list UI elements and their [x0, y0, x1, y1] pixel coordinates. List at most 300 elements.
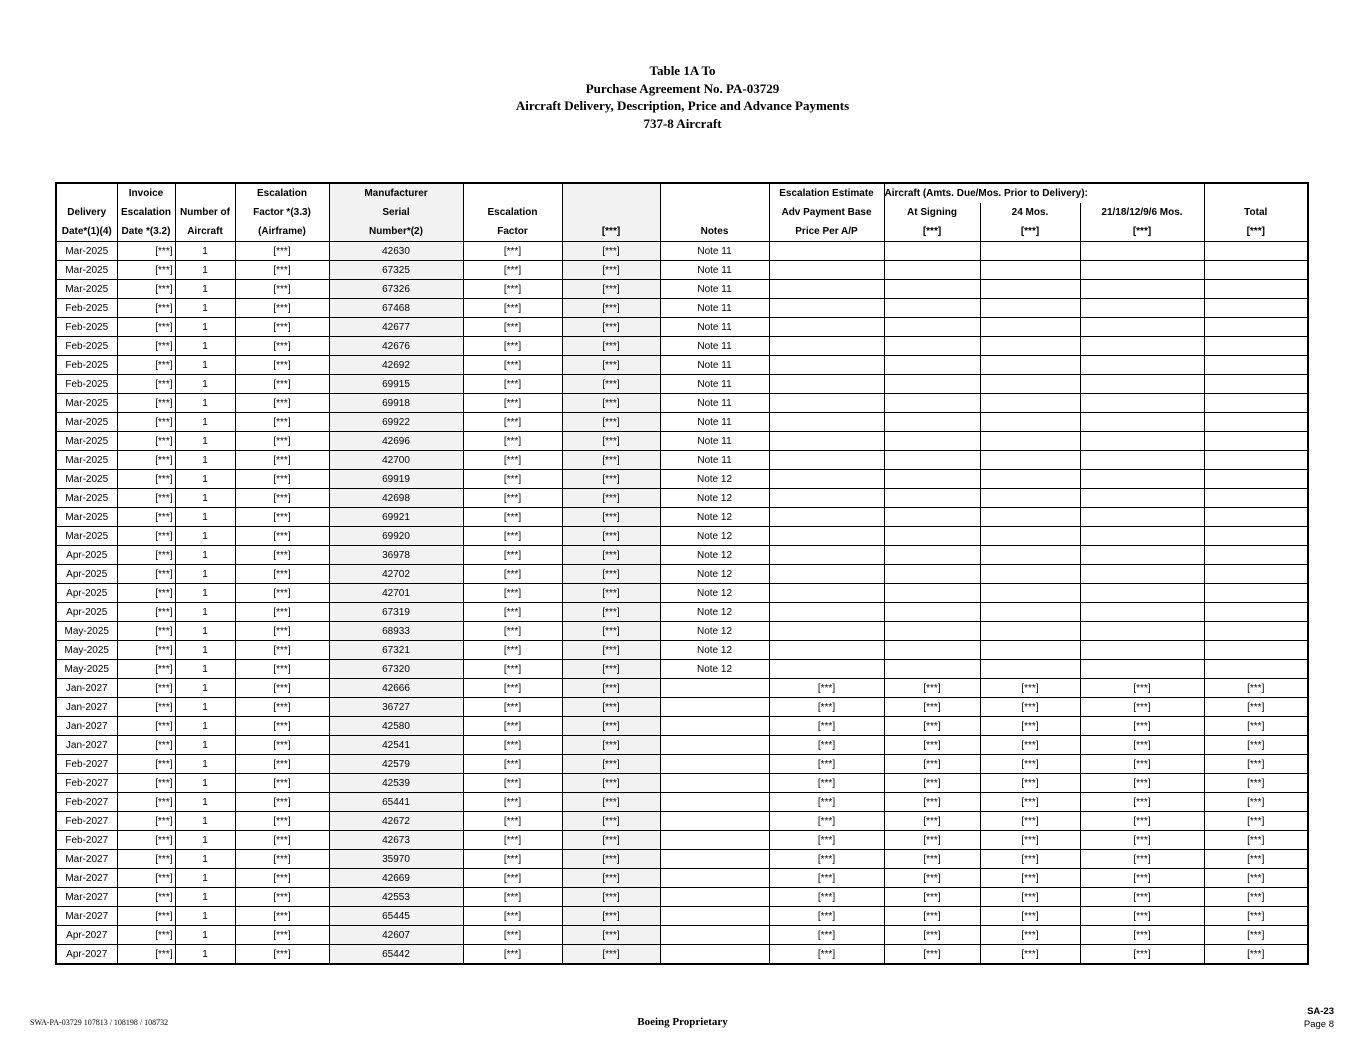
header-cell — [56, 183, 117, 203]
table-cell: [***] — [562, 736, 660, 755]
table-cell: [***] — [980, 907, 1080, 926]
table-cell: [***] — [117, 584, 175, 603]
table-cell: 1 — [175, 584, 235, 603]
table-cell: [***] — [235, 337, 329, 356]
table-cell: [***] — [980, 717, 1080, 736]
table-cell: [***] — [1204, 850, 1308, 869]
table-cell: [***] — [1204, 926, 1308, 945]
table-cell — [660, 888, 769, 907]
header-cell: Number of — [175, 203, 235, 222]
table-cell: 42700 — [329, 451, 463, 470]
table-cell: [***] — [463, 660, 562, 679]
table-cell — [980, 508, 1080, 527]
table-cell: [***] — [463, 793, 562, 812]
table-cell: Mar-2025 — [56, 508, 117, 527]
table-cell: May-2025 — [56, 660, 117, 679]
table-cell — [884, 261, 980, 280]
table-cell: [***] — [463, 584, 562, 603]
table-cell: [***] — [1204, 812, 1308, 831]
table-cell — [1080, 584, 1204, 603]
table-cell: [***] — [980, 698, 1080, 717]
table-cell: 1 — [175, 641, 235, 660]
table-cell: Apr-2025 — [56, 584, 117, 603]
table-row — [56, 527, 1308, 546]
table-row — [56, 793, 1308, 812]
table-cell: [***] — [235, 603, 329, 622]
table-cell: Mar-2025 — [56, 489, 117, 508]
table-cell: [***] — [117, 679, 175, 698]
table-cell: 1 — [175, 926, 235, 945]
header-cell: Escalation — [463, 203, 562, 222]
table-cell: [***] — [463, 489, 562, 508]
table-row — [56, 698, 1308, 717]
table-cell: 1 — [175, 261, 235, 280]
table-cell: Mar-2025 — [56, 413, 117, 432]
table-cell: [***] — [463, 679, 562, 698]
header-cell: At Signing — [884, 203, 980, 222]
table-cell: [***] — [463, 318, 562, 337]
table-cell: [***] — [463, 356, 562, 375]
table-cell: [***] — [562, 318, 660, 337]
table-cell: [***] — [463, 774, 562, 793]
table-cell — [1080, 508, 1204, 527]
table-cell: [***] — [769, 717, 884, 736]
table-cell: 42677 — [329, 318, 463, 337]
table-cell — [1080, 622, 1204, 641]
table-cell: [***] — [769, 679, 884, 698]
table-cell — [980, 413, 1080, 432]
table-cell: 42702 — [329, 565, 463, 584]
table-cell — [1080, 261, 1204, 280]
table-cell: [***] — [1080, 926, 1204, 945]
table-cell — [1204, 375, 1308, 394]
table-cell — [980, 280, 1080, 299]
table-cell: [***] — [235, 812, 329, 831]
table-cell — [980, 375, 1080, 394]
table-cell — [884, 242, 980, 261]
table-cell: 1 — [175, 489, 235, 508]
table-cell: Note 11 — [660, 375, 769, 394]
table-header — [56, 183, 1308, 242]
table-cell: Apr-2025 — [56, 603, 117, 622]
table-cell: [***] — [1080, 793, 1204, 812]
table-cell: [***] — [463, 888, 562, 907]
table-cell: [***] — [463, 926, 562, 945]
table-cell: [***] — [463, 337, 562, 356]
table-cell: May-2025 — [56, 641, 117, 660]
table-row — [56, 451, 1308, 470]
table-cell: Jan-2027 — [56, 717, 117, 736]
table-row — [56, 508, 1308, 527]
table-cell: [***] — [562, 337, 660, 356]
table-cell: Mar-2025 — [56, 432, 117, 451]
table-cell: [***] — [769, 755, 884, 774]
table-cell: [***] — [562, 451, 660, 470]
table-cell: 69921 — [329, 508, 463, 527]
table-cell: [***] — [117, 698, 175, 717]
table-cell: [***] — [117, 413, 175, 432]
table-cell: [***] — [980, 793, 1080, 812]
table-cell: 65445 — [329, 907, 463, 926]
header-cell — [463, 183, 562, 203]
header-cell: Escalation — [235, 183, 329, 203]
header-cell: Manufacturer — [329, 183, 463, 203]
table-cell: [***] — [117, 907, 175, 926]
table-cell — [884, 565, 980, 584]
table-cell: [***] — [1080, 717, 1204, 736]
table-cell: 42607 — [329, 926, 463, 945]
table-cell: 42580 — [329, 717, 463, 736]
table-row — [56, 736, 1308, 755]
header-cell: Delivery — [56, 203, 117, 222]
table-cell: [***] — [769, 850, 884, 869]
header-cell: [***] — [980, 222, 1080, 242]
table-cell: [***] — [235, 679, 329, 698]
table-cell: [***] — [463, 641, 562, 660]
table-cell: 69918 — [329, 394, 463, 413]
table-cell — [660, 774, 769, 793]
table-cell — [980, 356, 1080, 375]
table-cell — [884, 299, 980, 318]
table-cell: 1 — [175, 698, 235, 717]
table-cell: [***] — [235, 641, 329, 660]
table-cell: [***] — [562, 755, 660, 774]
table-cell: 1 — [175, 413, 235, 432]
table-cell — [980, 337, 1080, 356]
table-cell: [***] — [235, 926, 329, 945]
table-cell: [***] — [463, 565, 562, 584]
table-row — [56, 945, 1308, 965]
table-cell — [1204, 242, 1308, 261]
table-cell — [884, 432, 980, 451]
table-cell: [***] — [1080, 755, 1204, 774]
table-cell — [1204, 261, 1308, 280]
table-cell: [***] — [769, 736, 884, 755]
table-cell: [***] — [117, 755, 175, 774]
delivery-table — [55, 182, 1309, 965]
table-cell: 67319 — [329, 603, 463, 622]
table-cell — [1080, 565, 1204, 584]
table-cell — [1204, 394, 1308, 413]
table-cell — [1080, 470, 1204, 489]
table-cell: [***] — [884, 907, 980, 926]
table-cell: [***] — [1204, 869, 1308, 888]
table-row — [56, 337, 1308, 356]
table-cell: [***] — [769, 907, 884, 926]
table-cell: Mar-2025 — [56, 242, 117, 261]
table-cell: [***] — [1204, 831, 1308, 850]
table-row — [56, 641, 1308, 660]
table-cell: 1 — [175, 299, 235, 318]
table-cell — [1080, 546, 1204, 565]
table-cell: 68933 — [329, 622, 463, 641]
table-cell: 1 — [175, 736, 235, 755]
table-cell: [***] — [562, 413, 660, 432]
table-cell: [***] — [235, 261, 329, 280]
table-cell — [1080, 394, 1204, 413]
table-cell — [660, 698, 769, 717]
table-cell: [***] — [562, 907, 660, 926]
table-cell — [660, 945, 769, 965]
table-cell: 1 — [175, 945, 235, 965]
table-cell — [1204, 622, 1308, 641]
header-row — [56, 183, 1308, 203]
header-cell: Factor *(3.3) — [235, 203, 329, 222]
table-cell: [***] — [562, 926, 660, 945]
header-cell: (Airframe) — [235, 222, 329, 242]
table-cell: [***] — [463, 242, 562, 261]
table-cell: 1 — [175, 660, 235, 679]
table-cell: 1 — [175, 793, 235, 812]
table-cell: [***] — [463, 261, 562, 280]
table-cell: [***] — [235, 527, 329, 546]
table-cell — [660, 831, 769, 850]
table-cell: [***] — [884, 755, 980, 774]
table-cell — [660, 907, 769, 926]
table-cell: [***] — [769, 793, 884, 812]
table-cell: [***] — [235, 698, 329, 717]
proprietary-label: Boeing Proprietary — [637, 1016, 728, 1028]
table-cell: [***] — [1080, 679, 1204, 698]
table-cell: [***] — [235, 907, 329, 926]
table-cell: [***] — [562, 831, 660, 850]
table-cell — [769, 299, 884, 318]
table-row — [56, 774, 1308, 793]
table-cell: 42541 — [329, 736, 463, 755]
table-cell: [***] — [980, 774, 1080, 793]
table-cell — [884, 356, 980, 375]
table-row — [56, 584, 1308, 603]
header-cell: 24 Mos. — [980, 203, 1080, 222]
table-cell: [***] — [463, 622, 562, 641]
table-cell: [***] — [562, 394, 660, 413]
table-cell: [***] — [117, 356, 175, 375]
table-cell: [***] — [1080, 850, 1204, 869]
table-cell — [980, 318, 1080, 337]
table-cell — [1080, 413, 1204, 432]
table-cell: Feb-2027 — [56, 831, 117, 850]
table-cell — [980, 527, 1080, 546]
table-cell: Note 12 — [660, 470, 769, 489]
table-row — [56, 394, 1308, 413]
table-cell: [***] — [1204, 793, 1308, 812]
table-cell: [***] — [562, 717, 660, 736]
table-cell — [980, 565, 1080, 584]
table-cell: Feb-2027 — [56, 793, 117, 812]
table-cell — [980, 660, 1080, 679]
table-cell: [***] — [235, 793, 329, 812]
table-cell — [660, 736, 769, 755]
table-cell: 42696 — [329, 432, 463, 451]
table-row — [56, 888, 1308, 907]
table-cell: Note 11 — [660, 356, 769, 375]
table-cell — [884, 660, 980, 679]
table-cell: [***] — [884, 888, 980, 907]
title-line-1: Table 1A To — [649, 63, 716, 78]
table-cell: Mar-2025 — [56, 527, 117, 546]
table-cell — [1204, 470, 1308, 489]
table-cell — [1204, 584, 1308, 603]
table-cell: [***] — [1080, 907, 1204, 926]
table-cell: [***] — [463, 831, 562, 850]
table-cell: [***] — [980, 850, 1080, 869]
table-cell — [1204, 318, 1308, 337]
table-cell: 42673 — [329, 831, 463, 850]
header-cell — [660, 203, 769, 222]
table-cell: 1 — [175, 337, 235, 356]
table-cell — [980, 470, 1080, 489]
table-cell — [884, 584, 980, 603]
table-cell: 67325 — [329, 261, 463, 280]
table-cell: 42701 — [329, 584, 463, 603]
table-cell: [***] — [463, 470, 562, 489]
table-cell: [***] — [117, 318, 175, 337]
table-cell: [***] — [884, 812, 980, 831]
table-cell: Feb-2027 — [56, 774, 117, 793]
table-cell: [***] — [117, 451, 175, 470]
header-cell: [***] — [1080, 222, 1204, 242]
table-cell: [***] — [562, 565, 660, 584]
table-cell: [***] — [463, 850, 562, 869]
table-cell: 42692 — [329, 356, 463, 375]
table-cell: 1 — [175, 375, 235, 394]
table-row — [56, 375, 1308, 394]
table-row — [56, 565, 1308, 584]
title-line-2: Purchase Agreement No. PA-03729 — [585, 80, 780, 96]
table-cell: 1 — [175, 850, 235, 869]
table-cell: [***] — [562, 641, 660, 660]
table-cell: [***] — [980, 736, 1080, 755]
table-cell: [***] — [562, 774, 660, 793]
table-cell: Note 12 — [660, 546, 769, 565]
table-cell — [884, 489, 980, 508]
table-cell — [1204, 280, 1308, 299]
table-cell — [1080, 356, 1204, 375]
table-cell: Note 12 — [660, 660, 769, 679]
table-cell: [***] — [769, 831, 884, 850]
table-cell — [769, 660, 884, 679]
table-cell: [***] — [562, 584, 660, 603]
table-cell: [***] — [562, 698, 660, 717]
table-row — [56, 850, 1308, 869]
table-cell — [980, 584, 1080, 603]
table-cell: [***] — [117, 793, 175, 812]
table-cell: [***] — [235, 470, 329, 489]
table-cell — [980, 546, 1080, 565]
table-cell: [***] — [235, 565, 329, 584]
table-cell: [***] — [980, 926, 1080, 945]
table-cell — [1204, 508, 1308, 527]
table-cell: 69920 — [329, 527, 463, 546]
table-cell: [***] — [562, 660, 660, 679]
table-cell: [***] — [562, 375, 660, 394]
table-cell: [***] — [884, 831, 980, 850]
table-cell — [884, 280, 980, 299]
table-cell: [***] — [1204, 774, 1308, 793]
table-cell: Mar-2027 — [56, 850, 117, 869]
header-cell — [660, 183, 769, 203]
table-cell: [***] — [1080, 774, 1204, 793]
table-cell: Feb-2025 — [56, 299, 117, 318]
table-cell: [***] — [117, 660, 175, 679]
table-cell — [769, 413, 884, 432]
table-cell — [769, 470, 884, 489]
header-row — [56, 222, 1308, 242]
table-cell — [769, 375, 884, 394]
table-cell: May-2025 — [56, 622, 117, 641]
table-row — [56, 755, 1308, 774]
table-cell: Note 11 — [660, 413, 769, 432]
table-row — [56, 318, 1308, 337]
table-cell — [1204, 451, 1308, 470]
table-cell: [***] — [562, 546, 660, 565]
table-row — [56, 489, 1308, 508]
table-cell: [***] — [235, 717, 329, 736]
table-cell: [***] — [117, 850, 175, 869]
table-cell: [***] — [463, 736, 562, 755]
table-cell: Jan-2027 — [56, 698, 117, 717]
table-cell: [***] — [235, 356, 329, 375]
table-cell: Mar-2025 — [56, 261, 117, 280]
table-cell — [884, 527, 980, 546]
table-cell: [***] — [562, 603, 660, 622]
table-row — [56, 679, 1308, 698]
table-row — [56, 413, 1308, 432]
header-cell: [***] — [562, 222, 660, 242]
table-cell: Note 11 — [660, 337, 769, 356]
table-cell: 1 — [175, 907, 235, 926]
table-cell: Note 11 — [660, 280, 769, 299]
table-cell: [***] — [980, 679, 1080, 698]
header-cell: Escalation Estimate — [769, 183, 884, 203]
table-cell: [***] — [463, 717, 562, 736]
table-cell — [1204, 337, 1308, 356]
table-cell — [1204, 489, 1308, 508]
table-cell — [769, 565, 884, 584]
table-cell: [***] — [1204, 907, 1308, 926]
table-cell: Note 12 — [660, 641, 769, 660]
table-cell: 1 — [175, 622, 235, 641]
table-cell: [***] — [117, 869, 175, 888]
table-row — [56, 432, 1308, 451]
table-cell: Mar-2027 — [56, 888, 117, 907]
table-cell: [***] — [463, 603, 562, 622]
table-cell: Mar-2025 — [56, 280, 117, 299]
table-cell: [***] — [884, 698, 980, 717]
table-cell — [1204, 603, 1308, 622]
table-cell: [***] — [463, 432, 562, 451]
table-cell — [884, 622, 980, 641]
table-cell — [1080, 641, 1204, 660]
table-cell — [980, 242, 1080, 261]
table-cell — [1204, 546, 1308, 565]
table-row — [56, 546, 1308, 565]
table-cell: [***] — [117, 375, 175, 394]
table-cell: [***] — [562, 432, 660, 451]
table-cell: [***] — [1204, 755, 1308, 774]
table-cell: [***] — [463, 546, 562, 565]
table-cell: Mar-2025 — [56, 394, 117, 413]
table-cell: [***] — [769, 698, 884, 717]
table-cell — [980, 394, 1080, 413]
table-cell: [***] — [117, 242, 175, 261]
table-row — [56, 812, 1308, 831]
table-row — [56, 280, 1308, 299]
table-cell — [1204, 432, 1308, 451]
header-cell — [175, 183, 235, 203]
table-row — [56, 717, 1308, 736]
table-cell: [***] — [235, 774, 329, 793]
